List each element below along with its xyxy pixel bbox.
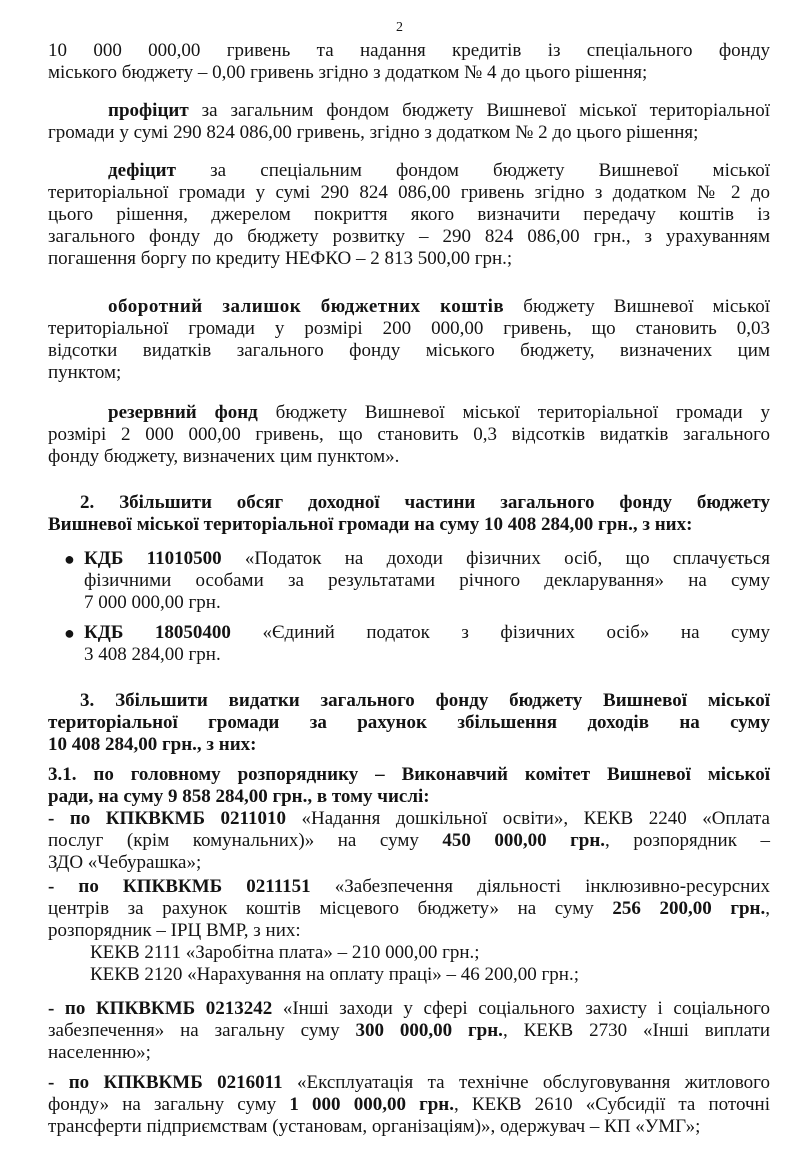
text-fragment: за загальним фондом бюджету Вишневої міської територіальної	[188, 100, 770, 121]
text-line: територіальної громади у розмірі 200 000,00 гривень, що становить 0,03	[48, 318, 770, 339]
text-line: фізичними особами за результатами річного декларування» на суму	[84, 570, 770, 591]
text-fragment: «Податок на доходи фізичних осіб, що сплачується	[221, 548, 770, 569]
text-line: 2. Збільшити обсяг доходної частини загального фонду бюджету	[80, 492, 770, 513]
text-line: 3.1. по головному розпоряднику – Виконавчий комітет Вишневої міської	[48, 764, 770, 785]
paragraph-credits	[48, 40, 770, 84]
text-line	[48, 876, 770, 898]
text-fragment: «Експлуатація та технічне обслуговування житлового	[282, 1072, 770, 1093]
text-line: розпорядник – ІРЦ ВМР, з них:	[48, 920, 301, 941]
text-line: фонду бюджету, визначених цим пунктом».	[48, 446, 400, 467]
text-fragment: , розпорядник –	[605, 830, 770, 851]
expense-item-3	[48, 998, 770, 1064]
budget-code: КДБ 18050400	[84, 622, 231, 643]
text-line: трансферти підприємствам (установам, організаціям)», одержувач – КП «УМГ»;	[48, 1116, 701, 1137]
text-line	[48, 998, 770, 1020]
text-line: розмірі 2 000 000,00 гривень, що становить 0,3 відсотків видатків загального	[48, 424, 770, 445]
text-fragment: послуг (крім комунальних)» на суму	[48, 830, 443, 851]
expense-item-1	[48, 808, 770, 874]
budget-code: КДБ 11010500	[84, 548, 222, 569]
text-line	[48, 296, 770, 318]
bullet-icon: ●	[64, 623, 75, 643]
section-2-heading	[48, 492, 770, 536]
text-fragment: , КЕКВ 2610 «Субсидії та поточні	[454, 1094, 770, 1115]
text-fragment: бюджету Вишневої міської	[504, 296, 770, 317]
text-line	[48, 402, 770, 424]
text-line: 3 408 284,00 грн.	[84, 644, 221, 665]
income-bullet-1	[64, 548, 770, 614]
text-line	[84, 548, 770, 570]
text-line	[48, 898, 770, 920]
text-line: 7 000 000,00 грн.	[84, 592, 221, 613]
paragraph-deficit	[48, 160, 770, 270]
text-line: міського бюджету – 0,00 гривень згідно з додатком № 4 до цього рішення;	[48, 62, 648, 83]
text-line: 3. Збільшити видатки загального фонду бюджету Вишневої міської	[80, 690, 770, 711]
text-line: погашення боргу по кредиту НЕФКО – 2 813 500,00 грн.;	[48, 248, 513, 269]
amount: 1 000 000,00 грн.	[289, 1094, 454, 1115]
subsection-3-1-heading	[48, 764, 770, 808]
amount: 256 200,00 грн.	[612, 898, 766, 919]
text-line: ЗДО «Чебурашка»;	[48, 852, 202, 873]
text-line	[84, 622, 770, 644]
text-line: населенню»;	[48, 1042, 151, 1063]
page-number: 2	[396, 20, 403, 35]
income-bullet-2	[64, 622, 770, 666]
bullet-icon: ●	[64, 549, 75, 569]
expense-item-2	[48, 876, 770, 986]
expense-item-4	[48, 1072, 770, 1138]
text-line	[48, 830, 770, 852]
text-line	[48, 1020, 770, 1042]
text-line: відсотки видатків загального фонду міського бюджету, визначених цим	[48, 340, 770, 361]
program-code: - по КПКВКМБ 0213242	[48, 998, 273, 1019]
program-code: - по КПКВКМБ 0216011	[48, 1072, 283, 1093]
text-line: КЕКВ 2120 «Нарахування на оплату праці» – 46 200,00 грн.;	[90, 964, 579, 985]
text-line: територіальної громади у сумі 290 824 086,00 гривень згідно з додатком № 2 до	[48, 182, 770, 203]
amount: 450 000,00 грн.	[442, 830, 606, 851]
text-fragment: «Єдиний податок з фізичних осіб» на суму	[230, 622, 770, 643]
paragraph-working-balance	[48, 296, 770, 384]
text-line: пунктом;	[48, 362, 122, 383]
text-fragment: забезпечення» на загальну суму	[48, 1020, 356, 1041]
text-line: Вишневої міської територіальної громади на суму 10 408 284,00 грн., з них:	[48, 514, 693, 535]
text-line	[48, 160, 770, 182]
text-line	[48, 100, 770, 122]
term-deficit: дефіцит	[108, 160, 176, 181]
text-line: 10 000 000,00 гривень та надання кредитів із спеціального фонду	[48, 40, 770, 61]
text-line: 10 408 284,00 грн., з них:	[48, 734, 257, 755]
text-fragment: бюджету Вишневої міської територіальної громади у	[257, 402, 770, 423]
text-line: загального фонду до бюджету розвитку – 290 824 086,00 грн., з урахуванням	[48, 226, 770, 247]
text-line	[48, 1094, 770, 1116]
text-line: територіальної громади за рахунок збільшення доходів на суму	[48, 712, 770, 733]
text-line	[48, 808, 770, 830]
term-reserve-fund: резервний фонд	[108, 402, 258, 423]
text-line: КЕКВ 2111 «Заробітна плата» – 210 000,00 грн.;	[90, 942, 480, 963]
amount: 300 000,00 грн.	[355, 1020, 503, 1041]
text-fragment: , КЕКВ 2730 «Інші виплати	[502, 1020, 770, 1041]
text-line: громади у сумі 290 824 086,00 гривень, згідно з додатком № 2 до цього рішення;	[48, 122, 699, 143]
term-surplus: профіцит	[108, 100, 189, 121]
text-fragment: ,	[765, 898, 770, 919]
text-fragment: за спеціальним фондом бюджету Вишневої міської	[175, 160, 770, 181]
program-code: - по КПКВКМБ 0211010	[48, 808, 286, 829]
text-fragment: «Забезпечення діяльності інклюзивно-ресурсних	[310, 876, 770, 897]
text-line	[48, 1072, 770, 1094]
term-working-balance: оборотний залишок бюджетних коштів	[108, 296, 505, 317]
text-fragment: фонду» на загальну суму	[48, 1094, 290, 1115]
section-3-heading	[48, 690, 770, 756]
text-fragment: центрів за рахунок коштів місцевого бюджету» на суму	[48, 898, 613, 919]
text-fragment: «Інші заходи у сфері соціального захисту і соціального	[272, 998, 770, 1019]
program-code: - по КПКВКМБ 0211151	[48, 876, 311, 897]
text-fragment: «Надання дошкільної освіти», КЕКВ 2240 «Оплата	[286, 808, 770, 829]
paragraph-reserve-fund	[48, 402, 770, 468]
paragraph-surplus	[48, 100, 770, 144]
text-line: ради, на суму 9 858 284,00 грн., в тому числі:	[48, 786, 430, 807]
text-line: цього рішення, джерелом покриття якого визначити передачу коштів із	[48, 204, 770, 225]
